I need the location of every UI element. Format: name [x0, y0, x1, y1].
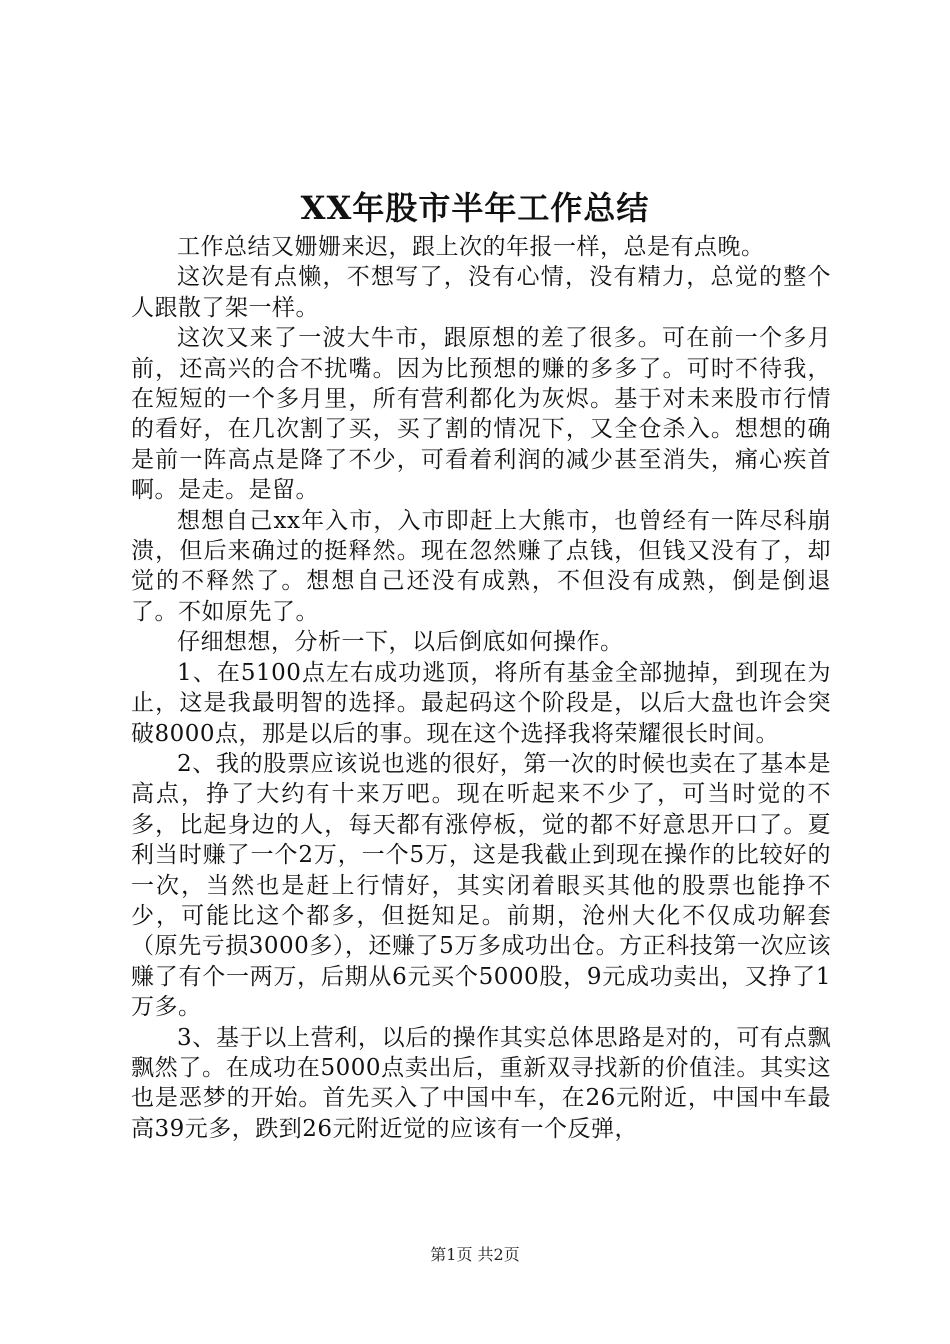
paragraph-2: 这次是有点懒，不想写了，没有心情，没有精力，总觉的整个人跟散了架一样。 [131, 264, 831, 321]
page-number-footer: 第1页 共2页 [430, 1245, 520, 1264]
paragraph-1: 工作总结又姗姗来迟，跟上次的年报一样，总是有点晚。 [177, 234, 765, 260]
paragraph-6: 1、在5100点左右成功逃顶，将所有基金全部抛掉，到现在为止，这是我最明智的选择。最起码这个阶段是，以后大盘也许会突破8000点，那是以后的事。现在这个选择我将荣耀很长时间。 [131, 659, 831, 747]
paragraph-3: 这次又来了一波大牛市，跟原想的差了很多。可在前一个多月前，还高兴的合不扰嘴。因为比预想的赚的多多了。可时不待我，在短短的一个多月里，所有营利都化为灰烬。基于对未来股市行情的看好，在几次割了买，买了割的情况下，又全仓杀入。想想的确是前一阵高点是降了不少，可看着利润的减少甚至消失，痛心疾首啊。是走。是留。 [131, 325, 831, 504]
paragraph-5: 仔细想想，分析一下，以后倒底如何操作。 [177, 629, 624, 656]
document-title: XX年股市半年工作总结 [300, 189, 650, 227]
paragraph-8: 3、基于以上营利，以后的操作其实总体思路是对的，可有点飘飘然了。在成功在5000点卖出后，重新双寻找新的价值洼。其实这也是恶梦的开始。首先买入了中国中车，在26元附近，中国中车最高39元多，跌到26元附近觉的应该有一个反弹， [131, 1024, 831, 1142]
document-body [131, 232, 831, 1144]
paragraph-7: 2、我的股票应该说也逃的很好，第一次的时候也卖在了基本是高点，挣了大约有十来万吧。现在听起来不少了，可当时觉的不多，比起身边的人，每天都有涨停板，觉的都不好意思开口了。夏利当时赚了一个2万，一个5万，这是我截止到现在操作的比较好的一次，当然也是赶上行情好，其实闭着眼买其他的股票也能挣不少，可能比这个都多，但挺知足。前期，沧州大化不仅成功解套（原先亏损3000多），还赚了5万多成功出仓。方正科技第一次应该赚了有个一两万，后期从6元买个5000股，9元成功卖出，又挣了1万多。 [131, 750, 831, 1021]
paragraph-4: 想想自己xx年入市，入市即赶上大熊市，也曾经有一阵尽科崩溃，但后来确过的挺释然。现在忽然赚了点钱，但钱又没有了，却觉的不释然了。想想自己还没有成熟，不但没有成熟，倒是倒退了。不如原先了。 [131, 507, 831, 625]
